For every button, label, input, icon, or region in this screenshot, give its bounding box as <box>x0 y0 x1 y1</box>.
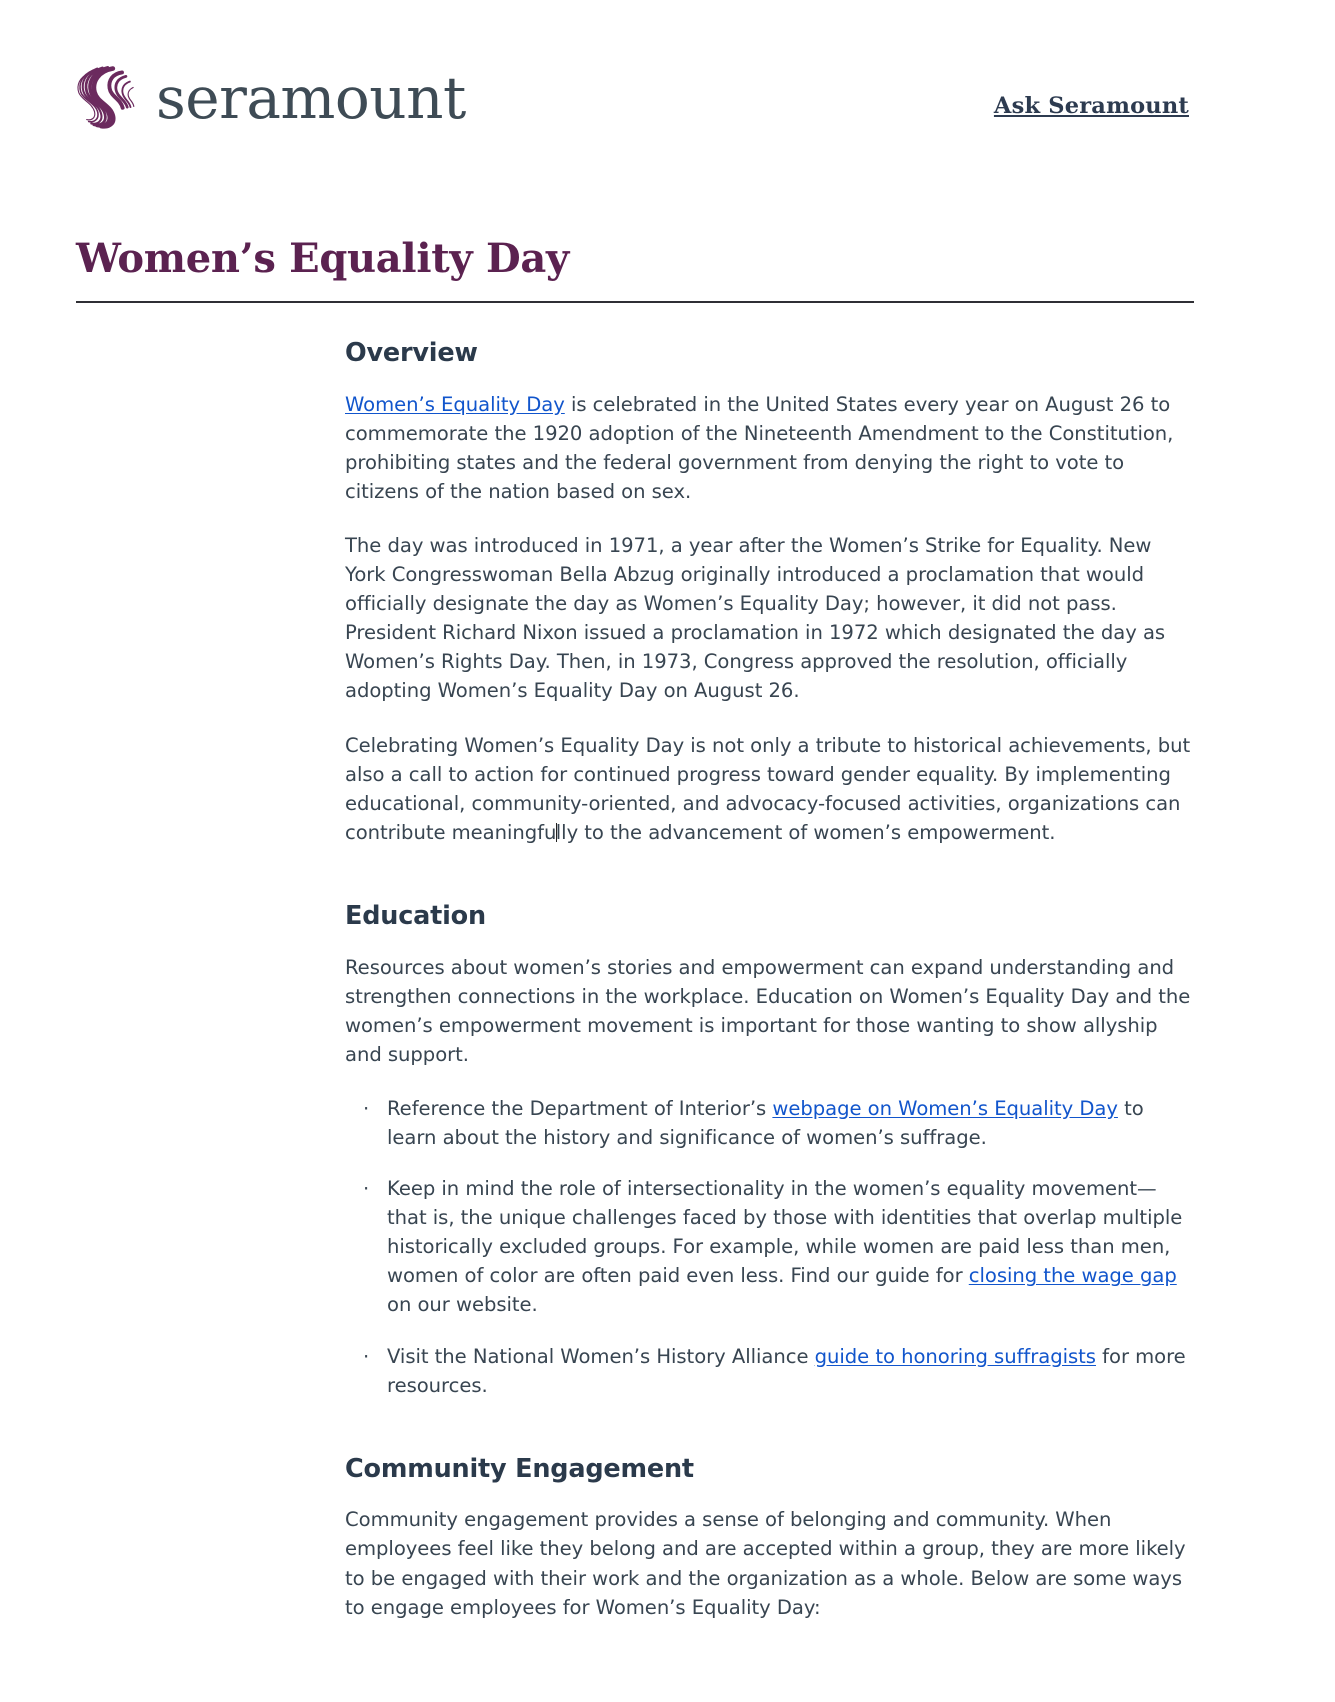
list-item-text-after: to learn about the history and significance of women’s suffrage. <box>387 1096 1144 1149</box>
list-item-text-before: Keep in mind the role of intersectionality in the women’s equality movement—that is, the unique challenges faced by those with identities that overlap multiple historically excluded groups. For example, while women are paid less than men, women of color are often paid even less. Find our guide for <box>387 1177 1183 1288</box>
womens-equality-day-link[interactable]: Women’s Equality Day <box>345 392 565 416</box>
seramount-wordmark: seramount <box>156 64 466 132</box>
list-item <box>345 1094 1193 1152</box>
education-bullet-list <box>345 1094 1193 1400</box>
ask-seramount-link[interactable]: Ask Seramount <box>993 93 1189 119</box>
list-item <box>345 1174 1193 1319</box>
section-heading-education: Education <box>345 900 486 931</box>
page-title: Women’s Equality Day <box>76 235 569 282</box>
closing-wage-gap-link[interactable]: closing the wage gap <box>968 1264 1177 1288</box>
overview-paragraph-3-after-caret: lly to the advancement of women’s empowerment. <box>555 820 1056 844</box>
community-paragraph-1: Community engagement provides a sense of belonging and community. When employees feel like they belong and are accepted within a group, they are more likely to be engaged with their work and the organization as a whole. Below are some ways to engage employees for Women’s Equality Day: <box>345 1508 1186 1619</box>
overview-paragraph-1-rest: is celebrated in the United States every year on August 26 to commemorate the 1920 adoption of the Nineteenth Amendment to the Constitution, prohibiting states and the federal government from denying the right to vote to citizens of the nation based on sex. <box>345 392 1174 503</box>
overview-paragraph-2: The day was introduced in 1971, a year after the Women’s Strike for Equality. New York Congresswoman Bella Abzug originally introduced a proclamation that would officially designate the day as Women’s Equality Day; however, it did not pass. President Richard Nixon issued a proclamation in 1972 which designated the day as Women’s Rights Day. Then, in 1973, Congress approved the resolution, officially adopting Women’s Equality Day on August 26. <box>345 533 1166 703</box>
title-divider <box>76 301 1194 303</box>
overview-paragraph-3-before-caret: Celebrating Women’s Equality Day is not only a tribute to historical achievements, but also a call to action for continued progress toward gender equality. By implementing educational, community-oriented, and advocacy-focused activities, organizations can contribute meaningfu <box>345 733 1191 844</box>
document-body <box>345 338 1193 1622</box>
honoring-suffragists-link[interactable]: guide to honoring suffragists <box>814 1344 1096 1368</box>
section-heading-community-engagement: Community Engagement <box>345 1453 694 1484</box>
education-paragraph-1: Resources about women’s stories and empowerment can expand understanding and strengthen connections in the workplace. Education on Women’s Equality Day and the women’s empowerment movement is important for those wanting to show allyship and support. <box>345 955 1191 1066</box>
overview-paragraph-1 <box>345 390 1193 506</box>
bullet-marker-icon: · <box>363 1344 370 1368</box>
title-block <box>76 236 1194 311</box>
page-header <box>0 0 1335 175</box>
overview-paragraph-3 <box>345 731 1193 847</box>
section-heading-overview: Overview <box>345 338 478 368</box>
bullet-marker-icon: · <box>363 1096 370 1120</box>
list-item-text-before: Reference the Department of Interior’s <box>387 1096 773 1120</box>
list-item-text-after: on our website. <box>387 1293 538 1317</box>
doi-webpage-link[interactable]: webpage on Women’s Equality Day <box>772 1096 1118 1120</box>
seramount-swirl-logo-icon <box>72 62 138 130</box>
list-item-text-after: for more resources. <box>387 1344 1186 1397</box>
list-item <box>345 1342 1193 1400</box>
seramount-brand-logo <box>72 62 466 130</box>
bullet-marker-icon: · <box>363 1177 370 1201</box>
list-item-text-before: Visit the National Women’s History Alliance <box>387 1344 815 1368</box>
